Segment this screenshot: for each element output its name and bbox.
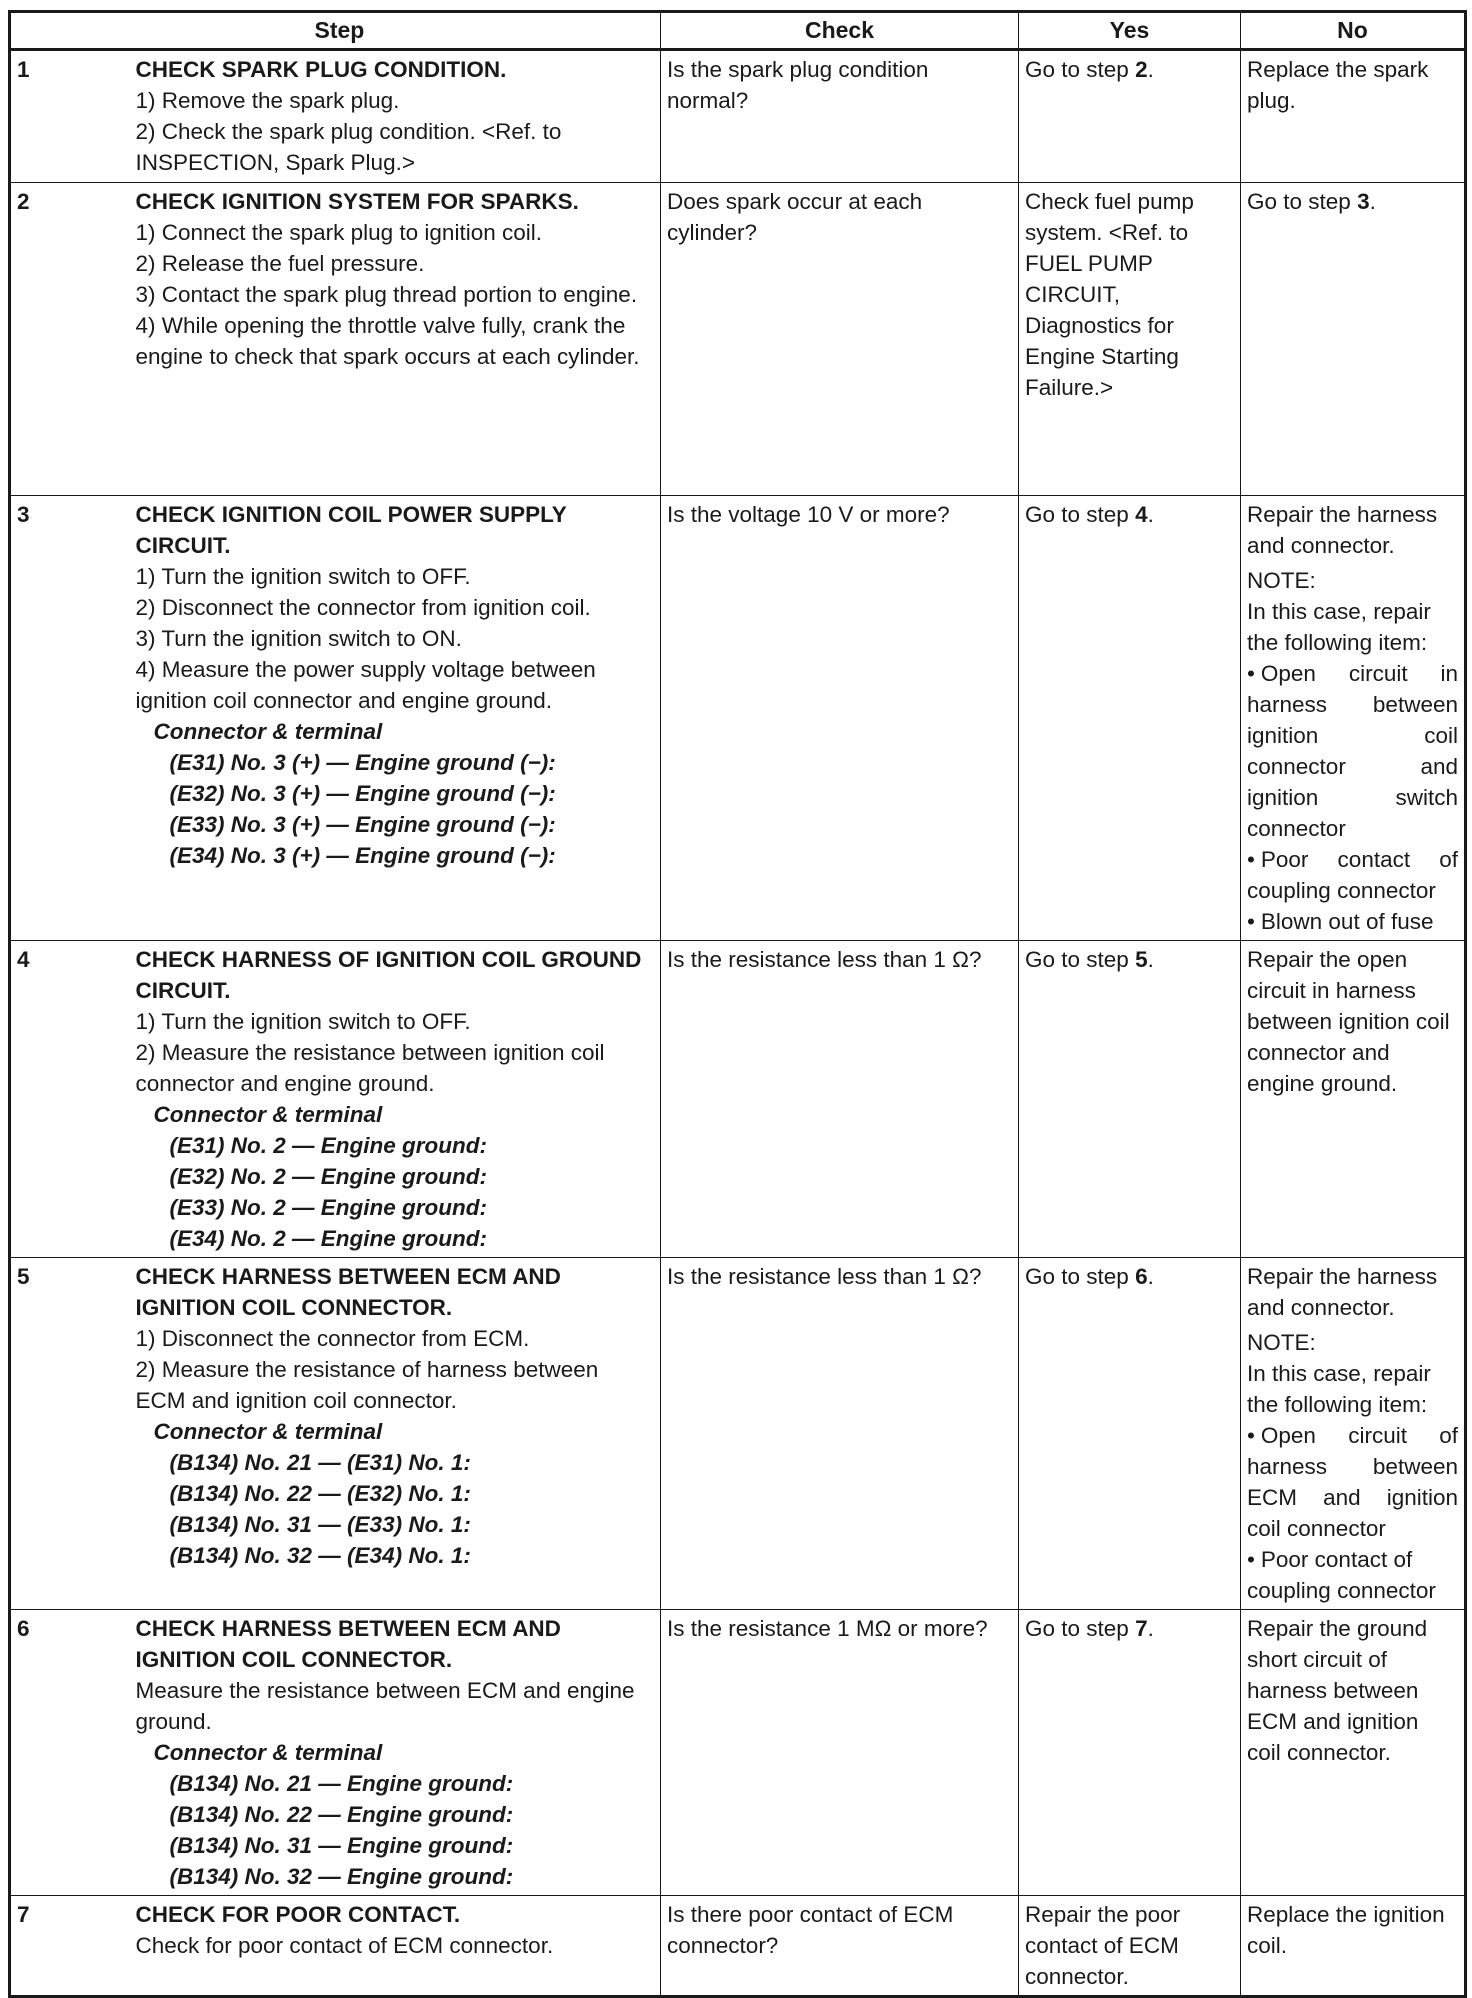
yes-cell	[1019, 1610, 1241, 1896]
step-title: CHECK SPARK PLUG CONDITION.	[135, 57, 507, 82]
step-cell	[130, 941, 661, 1258]
note-label: NOTE:	[1247, 1330, 1316, 1355]
step-instruction: 3) Turn the ignition switch to ON.	[135, 626, 462, 651]
yes-cell: Repair the poor contact of ECM connector.	[1019, 1896, 1241, 1997]
step-instruction: 4) Measure the power supply voltage between ignition coil connector and engine ground.	[135, 657, 596, 713]
step-instruction: 2) Check the spark plug condition. <Ref. to INSPECTION, Spark Plug.>	[135, 119, 562, 175]
yes-suffix: .	[1147, 1264, 1154, 1289]
header-yes: Yes	[1019, 12, 1241, 50]
step-number: 5	[10, 1258, 130, 1610]
table-row	[10, 1258, 1466, 1610]
step-instruction: 4) While opening the throttle valve fully, crank the engine to check that spark occurs at each cylinder.	[135, 313, 640, 369]
step-number: 4	[10, 941, 130, 1258]
header-row	[10, 12, 1466, 50]
no-suffix: .	[1369, 189, 1376, 214]
step-title: CHECK IGNITION COIL POWER SUPPLY CIRCUIT.	[135, 502, 567, 558]
step-cell	[130, 183, 661, 496]
yes-suffix: .	[1147, 502, 1154, 527]
step-instruction: Measure the resistance between ECM and engine ground.	[135, 1678, 635, 1734]
no-cell: Repair the ground short circuit of harness between ECM and ignition coil connector.	[1241, 1610, 1466, 1896]
terminal-spec: (E32) No. 3 (+) — Engine ground (−):	[169, 781, 556, 806]
yes-cell	[1019, 941, 1241, 1258]
note-item: • Blown out of fuse	[1247, 906, 1458, 937]
no-cell	[1241, 496, 1466, 941]
connector-label: Connector & terminal	[153, 1102, 383, 1127]
yes-text: Go to step	[1025, 947, 1136, 972]
yes-suffix: .	[1147, 1616, 1154, 1641]
yes-cell	[1019, 496, 1241, 941]
connector-label: Connector & terminal	[153, 1740, 383, 1765]
check-cell: Is the resistance less than 1 Ω?	[661, 1258, 1019, 1610]
check-cell: Is there poor contact of ECM connector?	[661, 1896, 1019, 1997]
step-number: 2	[10, 183, 130, 496]
no-step-ref: 3	[1357, 189, 1370, 214]
step-number: 6	[10, 1610, 130, 1896]
terminal-spec: (B134) No. 32 — Engine ground:	[169, 1864, 514, 1889]
terminal-spec: (E33) No. 3 (+) — Engine ground (−):	[169, 812, 556, 837]
yes-step-ref: 4	[1135, 502, 1148, 527]
step-cell	[130, 1896, 661, 1997]
step-cell	[130, 1258, 661, 1610]
no-cell: Repair the open circuit in harness between ignition coil connector and engine ground.	[1241, 941, 1466, 1258]
yes-cell	[1019, 1258, 1241, 1610]
check-cell: Does spark occur at each cylinder?	[661, 183, 1019, 496]
no-cell	[1241, 1258, 1466, 1610]
step-cell	[130, 496, 661, 941]
yes-cell: Check fuel pump system. <Ref. to FUEL PUMP CIRCUIT, Diagnostics for Engine Starting Failure.>	[1019, 183, 1241, 496]
step-number: 7	[10, 1896, 130, 1997]
step-title: CHECK HARNESS BETWEEN ECM AND IGNITION COIL CONNECTOR.	[135, 1264, 561, 1320]
step-number: 3	[10, 496, 130, 941]
terminal-spec: (B134) No. 22 — Engine ground:	[169, 1802, 514, 1827]
header-number	[10, 12, 130, 50]
no-text: Repair the harness and connector.	[1247, 1264, 1438, 1320]
step-instruction: 1) Disconnect the connector from ECM.	[135, 1326, 530, 1351]
step-cell	[130, 1610, 661, 1896]
no-text: Go to step	[1247, 189, 1358, 214]
step-instruction: 1) Turn the ignition switch to OFF.	[135, 1009, 471, 1034]
terminal-spec: (B134) No. 31 — Engine ground:	[169, 1833, 514, 1858]
check-cell: Is the spark plug condition normal?	[661, 50, 1019, 183]
terminal-spec: (E32) No. 2 — Engine ground:	[169, 1164, 488, 1189]
step-instruction: 2) Disconnect the connector from ignition coil.	[135, 595, 591, 620]
step-title: CHECK IGNITION SYSTEM FOR SPARKS.	[135, 189, 579, 214]
table-row	[10, 1896, 1466, 1997]
table-row	[10, 50, 1466, 183]
table-row	[10, 941, 1466, 1258]
terminal-spec: (B134) No. 32 — (E34) No. 1:	[169, 1543, 471, 1568]
terminal-spec: (B134) No. 21 — Engine ground:	[169, 1771, 514, 1796]
note-item: • Open circuit of harness between ECM and ignition coil connector	[1247, 1420, 1458, 1544]
terminal-spec: (B134) No. 21 — (E31) No. 1:	[169, 1450, 471, 1475]
no-text: Repair the harness and connector.	[1247, 502, 1438, 558]
yes-step-ref: 7	[1135, 1616, 1148, 1641]
terminal-spec: (E34) No. 3 (+) — Engine ground (−):	[169, 843, 556, 868]
step-instruction: Check for poor contact of ECM connector.	[135, 1933, 554, 1958]
check-cell: Is the voltage 10 V or more?	[661, 496, 1019, 941]
yes-step-ref: 6	[1135, 1264, 1148, 1289]
note-item: • Poor contact of coupling connector	[1247, 1544, 1458, 1606]
terminal-spec: (E34) No. 2 — Engine ground:	[169, 1226, 488, 1251]
no-cell	[1241, 183, 1466, 496]
header-no: No	[1241, 12, 1466, 50]
step-title: CHECK HARNESS BETWEEN ECM AND IGNITION COIL CONNECTOR.	[135, 1616, 561, 1672]
yes-text: Go to step	[1025, 1264, 1136, 1289]
yes-suffix: .	[1147, 57, 1154, 82]
yes-cell	[1019, 50, 1241, 183]
terminal-spec: (E31) No. 2 — Engine ground:	[169, 1133, 488, 1158]
connector-label: Connector & terminal	[153, 719, 383, 744]
step-title: CHECK FOR POOR CONTACT.	[135, 1902, 461, 1927]
table-row	[10, 496, 1466, 941]
connector-label: Connector & terminal	[153, 1419, 383, 1444]
terminal-spec: (B134) No. 31 — (E33) No. 1:	[169, 1512, 471, 1537]
no-cell: Replace the spark plug.	[1241, 50, 1466, 183]
step-cell	[130, 50, 661, 183]
step-number: 1	[10, 50, 130, 183]
step-title: CHECK HARNESS OF IGNITION COIL GROUND CIRCUIT.	[135, 947, 642, 1003]
yes-step-ref: 2	[1135, 57, 1148, 82]
note-text: In this case, repair the following item:	[1247, 1361, 1431, 1417]
yes-text: Go to step	[1025, 57, 1136, 82]
note-item: • Open circuit in harness between ignition coil connector and ignition switch connector	[1247, 658, 1458, 844]
step-instruction: 2) Release the fuel pressure.	[135, 251, 425, 276]
step-instruction: 2) Measure the resistance of harness between ECM and ignition coil connector.	[135, 1357, 599, 1413]
check-cell: Is the resistance less than 1 Ω?	[661, 941, 1019, 1258]
step-instruction: 2) Measure the resistance between ignition coil connector and engine ground.	[135, 1040, 605, 1096]
no-cell: Replace the ignition coil.	[1241, 1896, 1466, 1997]
step-instruction: 1) Remove the spark plug.	[135, 88, 400, 113]
yes-text: Go to step	[1025, 1616, 1136, 1641]
terminal-spec: (E33) No. 2 — Engine ground:	[169, 1195, 488, 1220]
step-instruction: 1) Connect the spark plug to ignition coil.	[135, 220, 542, 245]
table-row	[10, 1610, 1466, 1896]
note-text: In this case, repair the following item:	[1247, 599, 1431, 655]
check-cell: Is the resistance 1 MΩ or more?	[661, 1610, 1019, 1896]
yes-suffix: .	[1147, 947, 1154, 972]
header-step: Step	[130, 12, 661, 50]
header-check: Check	[661, 12, 1019, 50]
note-item: • Poor contact of coupling connector	[1247, 844, 1458, 906]
terminal-spec: (E31) No. 3 (+) — Engine ground (−):	[169, 750, 556, 775]
note-label: NOTE:	[1247, 568, 1316, 593]
step-instruction: 3) Contact the spark plug thread portion to engine.	[135, 282, 638, 307]
yes-step-ref: 5	[1135, 947, 1148, 972]
terminal-spec: (B134) No. 22 — (E32) No. 1:	[169, 1481, 471, 1506]
yes-text: Go to step	[1025, 502, 1136, 527]
step-instruction: 1) Turn the ignition switch to OFF.	[135, 564, 471, 589]
table-row	[10, 183, 1466, 496]
diagnostic-table	[8, 10, 1467, 1998]
